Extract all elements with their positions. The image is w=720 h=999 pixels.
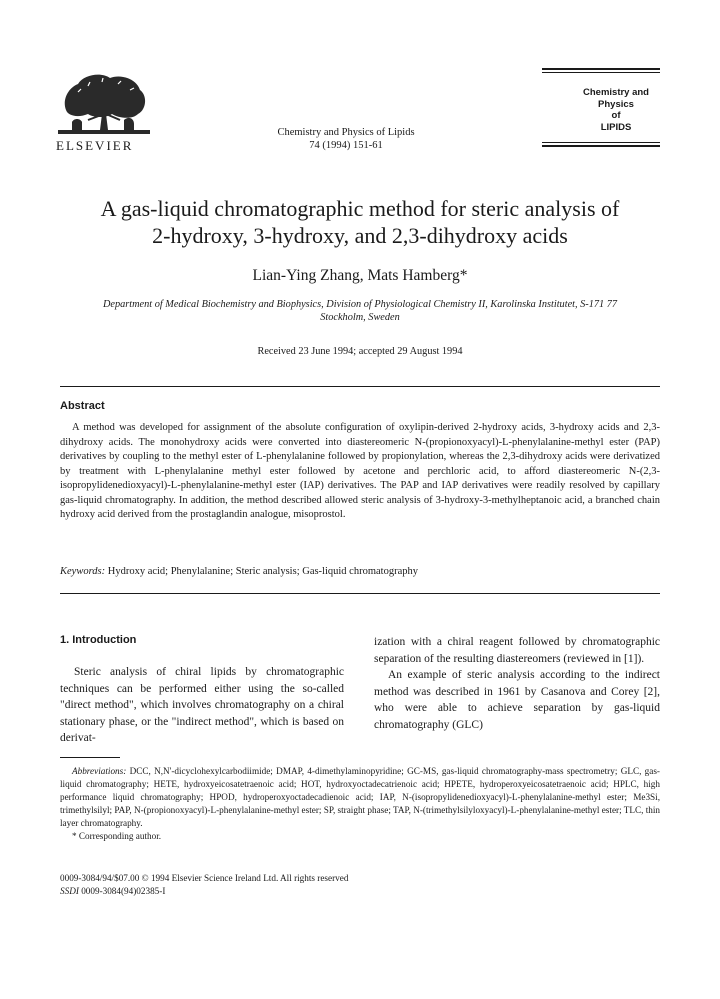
footnotes — [60, 765, 660, 843]
divider-bottom — [60, 593, 660, 594]
ssdi-line — [60, 885, 660, 898]
ssdi-label: SSDI — [60, 886, 79, 896]
publisher-name: ELSEVIER — [56, 138, 134, 153]
masthead-line-2: of — [611, 110, 621, 121]
intro-paragraph: Steric analysis of chiral lipids by chromatographic techniques can be performed either using the so-called "direct method", which involves chromatography on a chiral stationary phase, or the "indirect method", which is based on derivat- — [60, 666, 344, 744]
abbreviations-label: Abbreviations: — [72, 766, 127, 776]
masthead-rule-bottom — [542, 145, 660, 147]
divider-top — [60, 386, 660, 387]
column-left — [60, 634, 344, 747]
masthead-rule-top — [542, 68, 660, 70]
abbreviations-text: DCC, N,N'-dicyclohexylcarbodiimide; DMAP, 4-dimethylaminopyridine; GC-MS, gas-liquid chromatography-mass spectrometry; GLC, gas-liquid chromatography; HETE, hydroxyeicosatetraenoic acid; HOT, hydroxyoctadecatrienoic acid; HPETE, hydroperoxyeicosatetraenoic acid; HPLC, high performance liquid chromatography; HPOD, hydroperoxyoctadecadienoic acid; IAP, N-(isopropylidenedioxyacyl)-L-phenylalanine-methyl ester; Me3Si, trimethylsilyl; PAP, N-(propionoxyacyl)-L-phenylalanine-methyl ester; SP, straight phase; TAP, N-(trimethylsilyloxyacyl)-L-phenylalanine-methyl ester; TLC, thin layer chromatography. — [60, 766, 660, 828]
column-right — [374, 634, 660, 733]
title-line-1: A gas-liquid chromatographic method for steric analysis of — [100, 196, 620, 221]
received-dates: Received 23 June 1994; accepted 29 August 1994 — [257, 346, 463, 357]
article-title — [40, 195, 680, 249]
copyright-line: 0009-3084/94/$07.00 © 1994 Elsevier Science Ireland Ltd. All rights reserved — [60, 873, 349, 883]
journal-citation — [256, 126, 436, 152]
affiliation-line-2: Stockholm, Sweden — [320, 312, 400, 323]
abstract-heading: Abstract — [60, 400, 105, 412]
journal-masthead — [542, 68, 660, 152]
journal-ref-volume: 74 (1994) 151-61 — [309, 140, 383, 151]
masthead-line-1: Chemistry and Physics — [583, 87, 649, 110]
masthead-rule-bottom-thin — [542, 142, 660, 143]
journal-masthead-title — [542, 87, 660, 133]
copyright-block — [60, 872, 660, 898]
masthead-line-3: LIPIDS — [600, 121, 632, 133]
keywords-list: Hydroxy acid; Phenylalanine; Steric analysis; Gas-liquid chromatography — [107, 566, 418, 577]
abbreviations-footnote — [60, 765, 660, 830]
affiliation — [60, 298, 660, 324]
abstract-text: A method was developed for assignment of the absolute configuration of oxylipin-derived 2-hydroxy acids, 3-hydroxy acids and 2,3-dihydroxy acids. The monohydroxy acids were converted into diastereomeric N-(propionoxyacyl)-L-phenylalanine-methyl ester (PAP) derivatives by coupling to the methyl ester of L-phenylalanine followed by propionylation, whereas the 2,3-dihydroxy acids were derivatized by treatment with L-phenylalanine methyl ester followed by acetone and perchloric acid, to afford diastereomeric N-(2,3-isopropylidenedioxyacyl)-L-phenylalanine-methyl ester (IAP) derivatives. The PAP and IAP derivatives were readily resolved by capillary gas-liquid chromatography. In addition, the method described allowed steric analysis of 3-hydroxy-3-methylheptanoic acid, a branched chain hydroxy acid derived from the prostaglandin analogue, misoprostol. — [60, 422, 660, 520]
keywords — [60, 566, 660, 577]
ssdi-value: 0009-3084(94)02385-I — [81, 886, 166, 896]
elsevier-tree-logo-icon — [58, 70, 150, 138]
masthead-rule-top-thin — [542, 72, 660, 73]
footnote-rule — [60, 757, 120, 758]
right-paragraph-1: ization with a chiral reagent followed by chromatographic separation of the resulting diastereomers (reviewed in [1]). — [374, 636, 660, 665]
corresponding-author-note: * Corresponding author. — [72, 831, 162, 841]
authors: Lian-Ying Zhang, Mats Hamberg* — [252, 267, 468, 284]
section-heading: 1. Introduction — [60, 634, 137, 646]
keywords-label: Keywords: — [60, 566, 106, 577]
title-line-2: 2-hydroxy, 3-hydroxy, and 2,3-dihydroxy acids — [152, 223, 568, 248]
affiliation-line-1: Department of Medical Biochemistry and Biophysics, Division of Physiological Chemistry II, Karolinska Institutet, S-171 77 — [102, 299, 618, 310]
right-paragraph-2: An example of steric analysis according to the indirect method was described in 1961 by Casanova and Corey [2], who were able to achieve separation by gas-liquid chromatography (GLC) — [374, 669, 660, 731]
journal-ref-name: Chemistry and Physics of Lipids — [277, 127, 415, 138]
